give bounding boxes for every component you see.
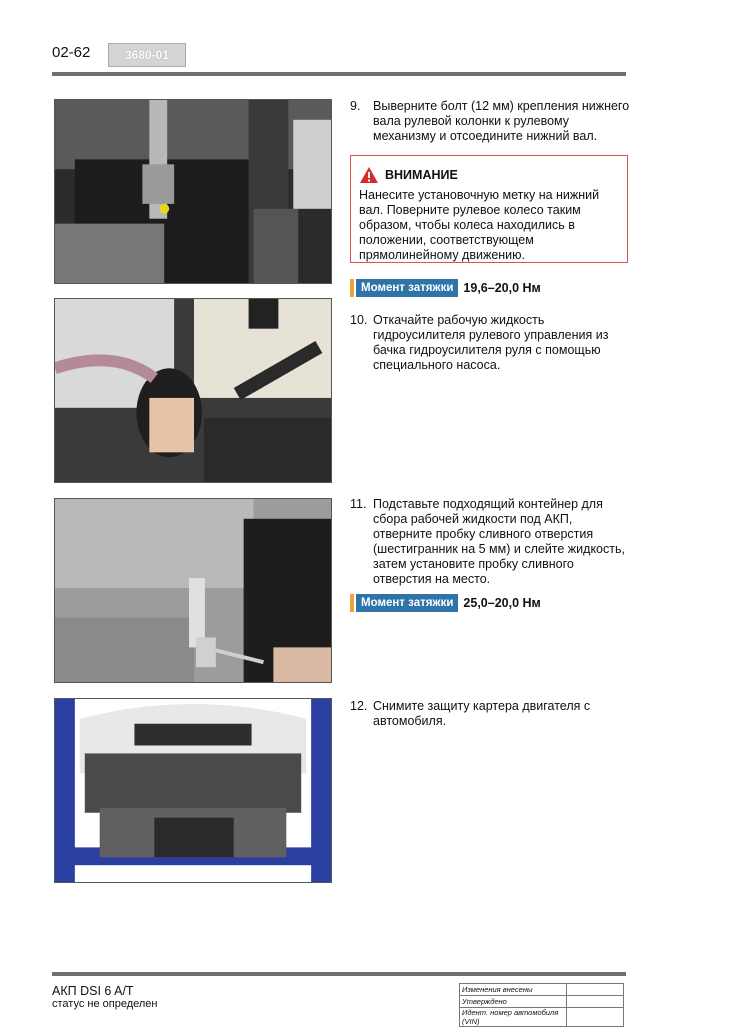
warning-title: ВНИМАНИЕ <box>385 167 458 182</box>
step-9 <box>350 99 630 144</box>
step-11 <box>350 497 630 587</box>
warning-box <box>350 155 628 263</box>
step-text: Выверните болт (12 мм) крепления нижнего вала рулевой колонки к рулевому механизму и отсоедините нижний вал. <box>373 99 630 143</box>
torque-spec-step-11 <box>350 594 541 612</box>
stamp-label: Изменения внесены <box>460 984 567 996</box>
stamp-label: Идент. номер автомобиля (VIN) <box>460 1008 567 1027</box>
step-text: Откачайте рабочую жидкость гидроусилителя рулевого управления из бачка гидроусилителя руля с помощью специального насоса. <box>373 313 609 372</box>
stamp-label: Утверждено <box>460 996 567 1008</box>
photo-transmission-drain <box>54 498 332 683</box>
stamp-field <box>567 1008 624 1027</box>
torque-value: 19,6–20,0 Нм <box>463 281 541 295</box>
warning-triangle-icon <box>359 166 379 184</box>
warning-text: Нанесите установочную метку на нижний вал. Поверните рулевое колесо таким образом, чтобы колеса находились в положении, соответствующем прямолинейному движению. <box>359 188 600 262</box>
footer-title: АКП DSI 6 A/T <box>52 984 134 998</box>
footer-rule <box>52 972 626 976</box>
footer-status: статус не определен <box>52 998 158 1010</box>
photo-car-on-lift <box>54 698 332 883</box>
step-number: 10. <box>350 313 368 327</box>
stamp-field <box>567 996 624 1008</box>
photo-steering-reservoir <box>54 298 332 483</box>
step-text: Снимите защиту картера двигателя с автомобиля. <box>373 699 591 728</box>
photo-steering-shaft <box>54 99 332 284</box>
torque-value: 25,0–20,0 Нм <box>463 596 541 610</box>
step-number: 9. <box>350 99 361 113</box>
step-12 <box>350 699 630 729</box>
stamp-field <box>567 984 624 996</box>
step-text: Подставьте подходящий контейнер для сбора рабочей жидкости под АКП, отверните пробку сливного отверстия (шестигранник на 5 мм) и слейте жидкость, затем установите пробку сливного отверстия на место. <box>373 497 625 586</box>
torque-accent-bar <box>350 594 354 612</box>
document-code-badge: 3680-01 <box>108 43 186 67</box>
stamp-row <box>460 1008 624 1027</box>
page-number: 02-62 <box>52 44 91 61</box>
approval-stamp-table <box>459 983 624 1027</box>
step-10 <box>350 313 630 373</box>
header-rule <box>52 72 626 76</box>
step-number: 12. <box>350 699 368 713</box>
torque-label: Момент затяжки <box>356 279 458 297</box>
torque-label: Момент затяжки <box>356 594 458 612</box>
step-number: 11. <box>350 497 367 511</box>
stamp-row <box>460 996 624 1008</box>
torque-spec-step-9 <box>350 279 541 297</box>
torque-accent-bar <box>350 279 354 297</box>
stamp-row <box>460 984 624 996</box>
